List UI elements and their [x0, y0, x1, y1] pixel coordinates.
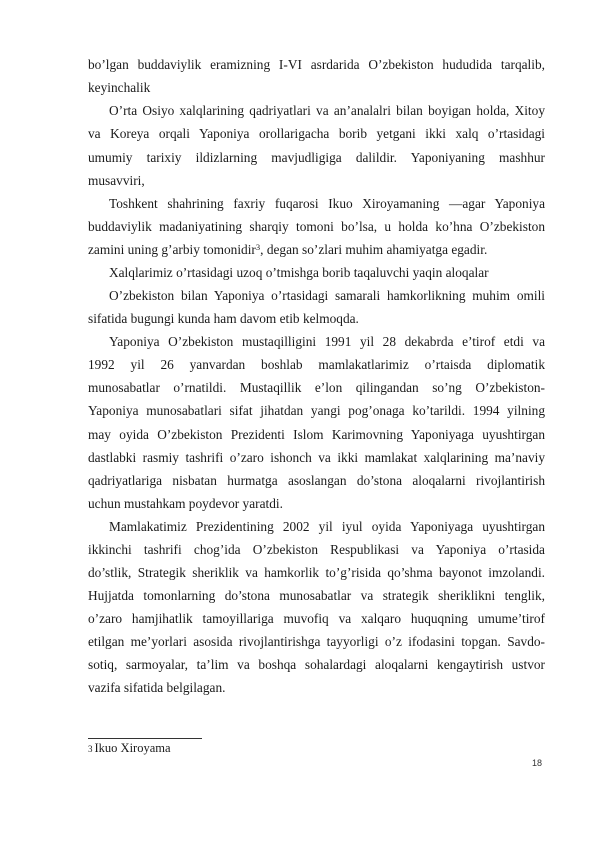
footnote-number: 3: [88, 744, 93, 754]
footnote-text: Ikuo Xiroyama: [94, 741, 171, 755]
footnote: [88, 741, 171, 757]
text-line: sotiq, sarmoyalar, ta’lim va boshqa sohalardagi aloqalarni kengaytirish ustvor: [88, 657, 545, 672]
text-line: ikkinchi tashrifi chog’ida O’zbekiston Respublikasi va Yaponiya o’rtasida: [88, 542, 545, 557]
text-line: musavviri,: [88, 173, 145, 188]
text-line: Yaponiya munosabatlari sifat jihatdan yangi pog’onaga ko’tarildi. 1994 yilning: [88, 403, 545, 418]
text-line: Toshkent shahrining faxriy fuqarosi Ikuo Xiroyamaning —agar Yaponiya: [109, 196, 545, 211]
footnote-separator: [88, 738, 202, 739]
text-line: Yaponiya O’zbekiston mustaqilligini 1991 yil 28 dekabrda e’tirof etdi va: [109, 334, 545, 349]
text-line: etilgan me’yorlari asosida rivojlantirishga tayyorligi o’z ifodasini topgan. Savdo-: [88, 634, 545, 649]
text-line: uchun mustahkam poydevor yaratdi.: [88, 496, 283, 511]
text-line: bo’lgan buddaviylik eramizning I-VI asrdarida O’zbekiston hududida tarqalib,: [88, 57, 545, 72]
text-line: sifatida bugungi kunda ham davom etib kelmoqda.: [88, 311, 359, 326]
footnote-reference: 3: [255, 242, 261, 252]
text-line: o’zaro hamjihatlik tamoyillariga muvofiq va xalqaro huquqning umume’tirof: [88, 611, 545, 626]
text-line: Mamlakatimiz Prezidentining 2002 yil iyul oyida Yaponiyaga uyushtirgan: [109, 519, 545, 534]
text-line: buddaviylik madaniyatining sharqiy tomoni bo’lsa, u holda ko’hna O’zbekiston: [88, 219, 545, 234]
text-line: [88, 242, 545, 258]
text-line: dastlabki rasmiy tashrifi o’zaro ishonch va ikki mamlakat xalqlarining ma’naviy: [88, 450, 545, 465]
text-segment: , degan so’zlari muhim ahamiyatga egadir.: [260, 242, 488, 257]
text-line: do’stlik, Strategik sheriklik va hamkorlik to’g’risida qo’shma bayonot imzolandi.: [88, 565, 545, 580]
text-line: qadriyatlariga nisbatan hurmatga asoslangan do’stona aloqalarni rivojlantirish: [88, 473, 545, 488]
text-line: munosabatlar o’rnatildi. Mustaqillik e’lon qilingandan so’ng O’zbekiston-: [88, 380, 545, 395]
text-line: vazifa sifatida belgilagan.: [88, 680, 226, 695]
text-line: Hujjatda tomonlarning do’stona munosabatlar va strategik sheriklikni tenglik,: [88, 588, 545, 603]
text-line: Xalqlarimiz o’rtasidagi uzoq o’tmishga borib taqaluvchi yaqin aloqalar: [109, 265, 489, 280]
text-line: 1992 yil 26 yanvardan boshlab mamlakatlarimiz o’rtaisda diplomatik: [88, 357, 545, 372]
text-segment: zamini uning g’arbiy tomonidir: [88, 242, 256, 257]
page-number: 18: [532, 758, 543, 768]
text-line: keyinchalik: [88, 80, 151, 95]
text-line: O’rta Osiyo xalqlarining qadriyatlari va an’analalri bilan boyigan holda, Xitoy: [109, 103, 545, 118]
text-line: O’zbekiston bilan Yaponiya o’rtasidagi samarali hamkorlikning muhim omili: [109, 288, 545, 303]
text-line: umumiy tarixiy ildizlarning mavjudligiga dalildir. Yaponiyaning mashhur: [88, 150, 545, 165]
text-line: may oyida O’zbekiston Prezidenti Islom Karimovning Yaponiyaga uyushtirgan: [88, 427, 545, 442]
text-line: va Koreya orqali Yaponiya orollarigacha borib yetgani ikki xalq o’rtasidagi: [88, 126, 545, 141]
